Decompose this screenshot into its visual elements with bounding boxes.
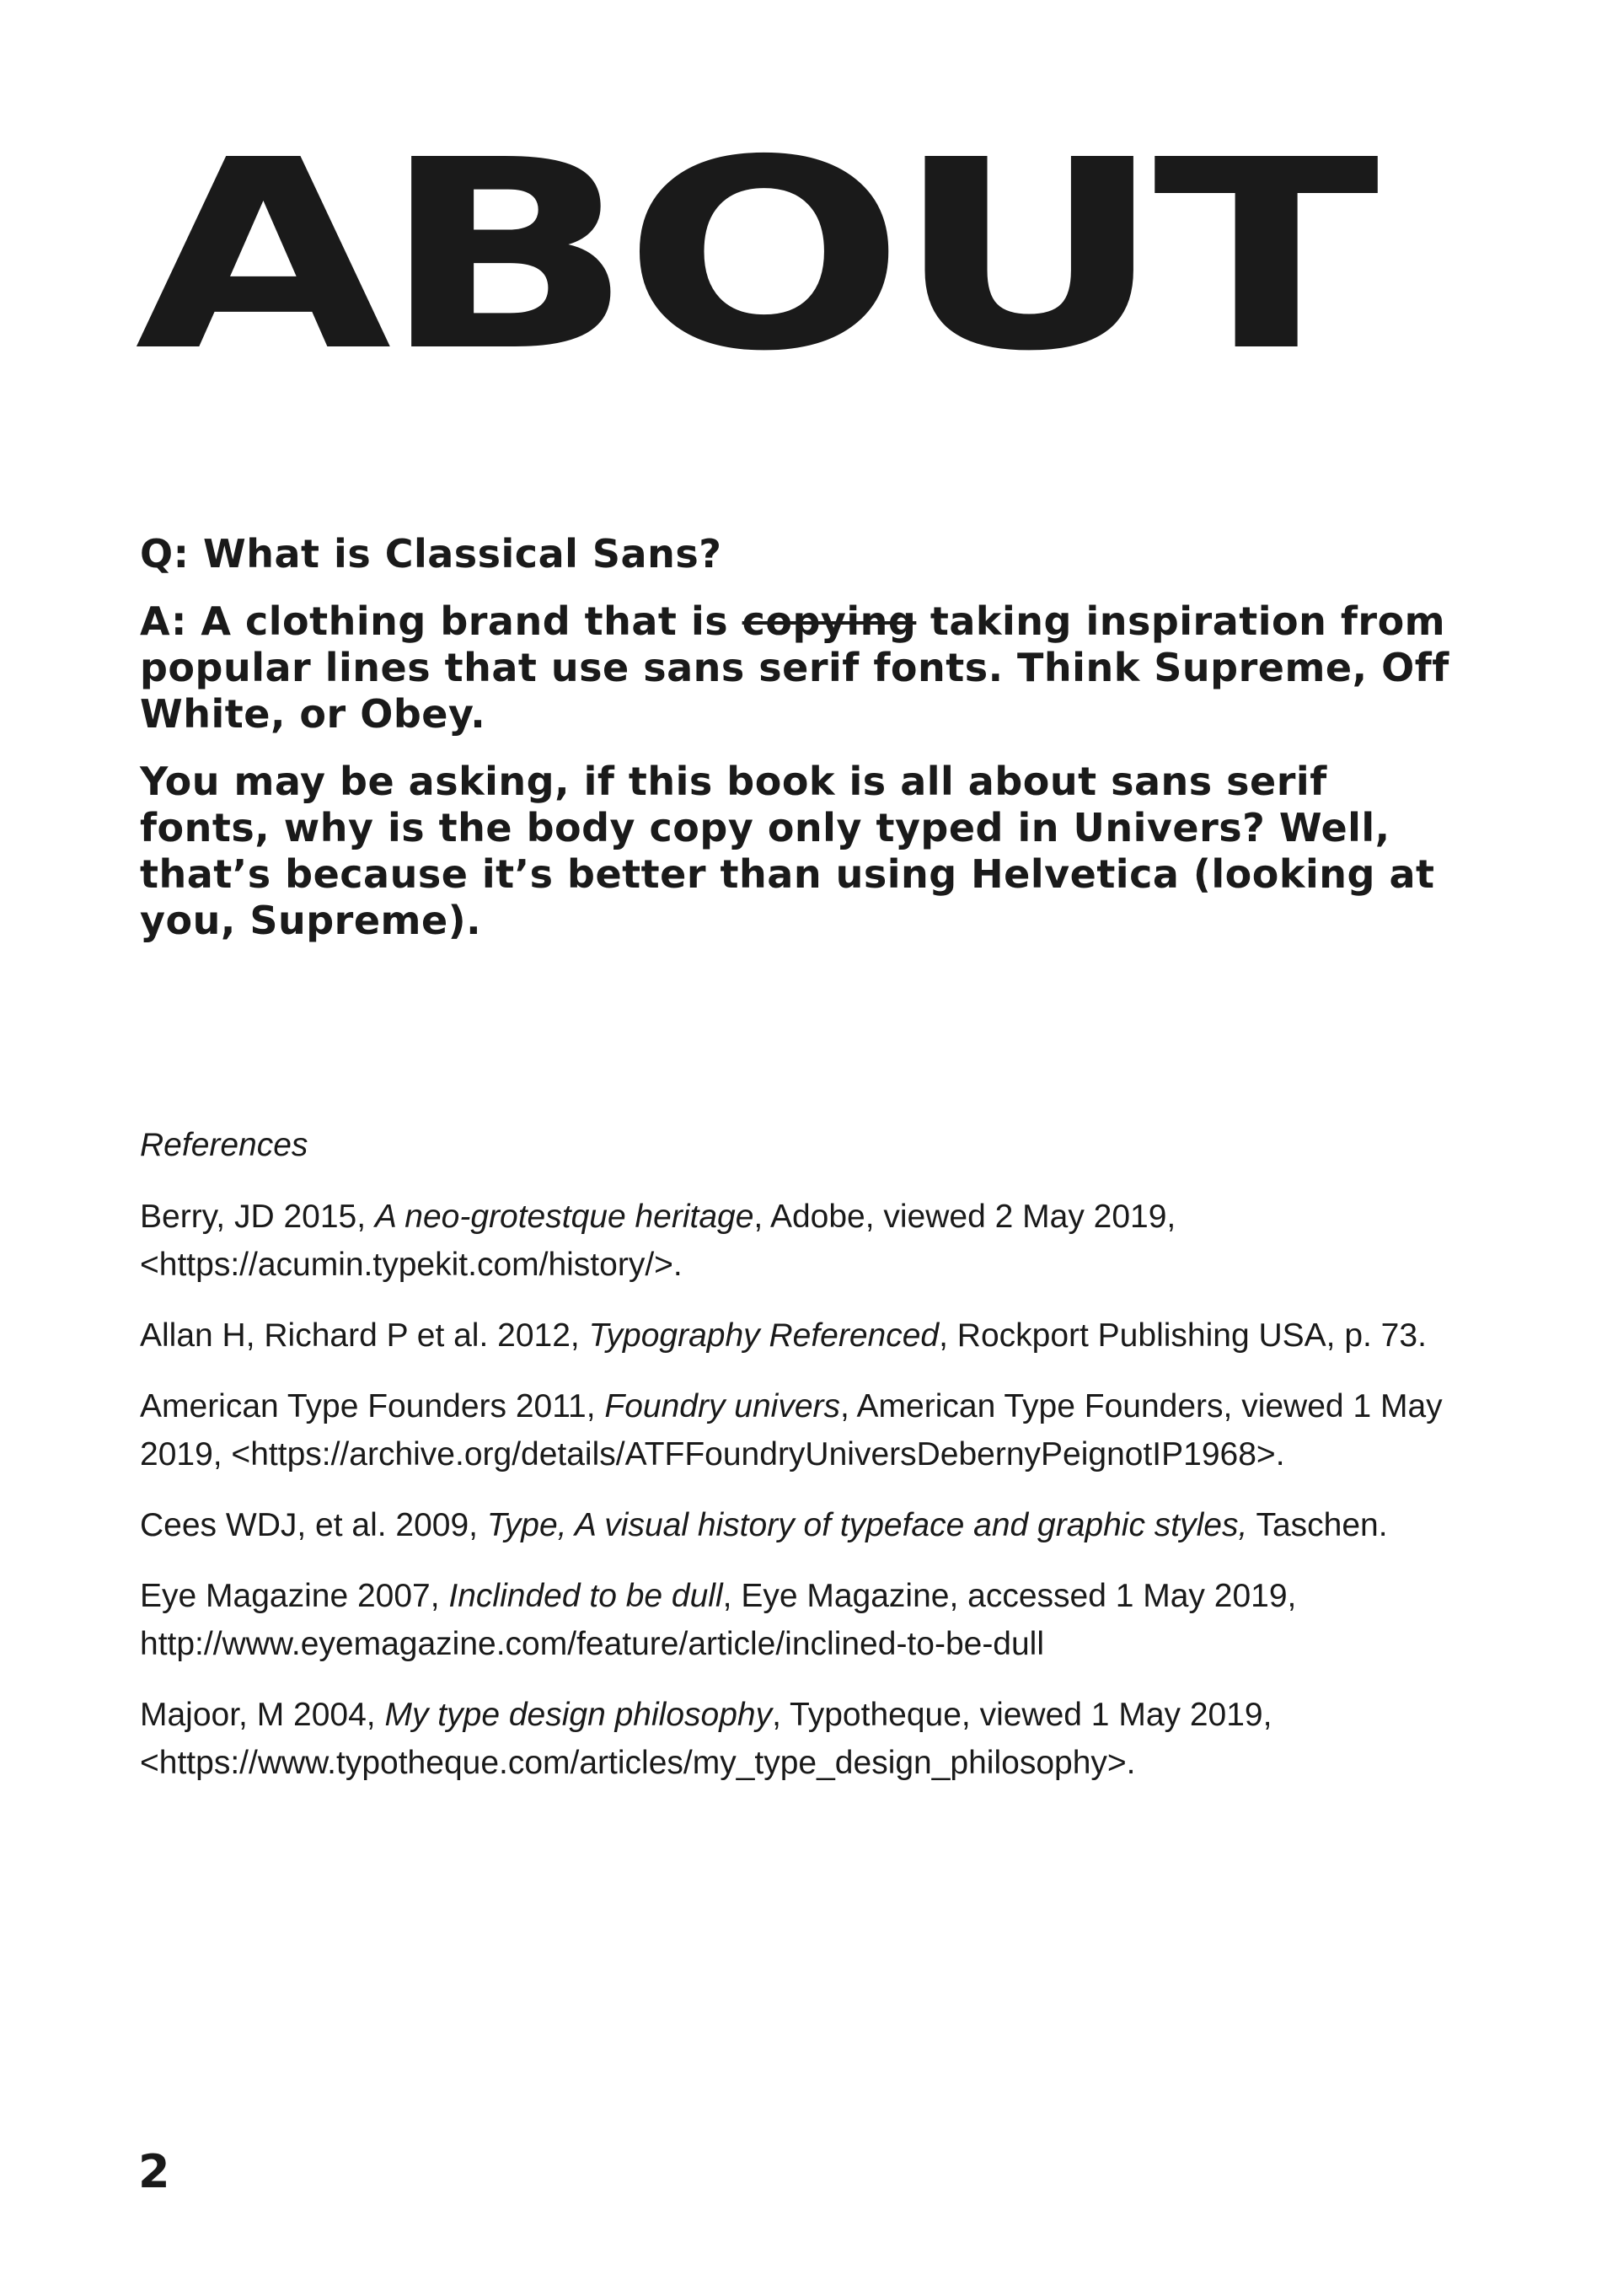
answer-struck-word: copying [742,598,917,644]
explanation-paragraph: You may be asking, if this book is all about sans serif fonts, why is the body copy only typed in Univers? Well, that’s because it’s better than using Helvetica (looking at you, Supreme). [140,759,1435,943]
reference-details: , American Type Founders, viewed 1 May 2019, <https://archive.org/details/ATFFoundryUniversDebernyPeignotIP1968>. [140,1388,1443,1473]
answer-prefix: A: A clothing brand that is [140,598,742,644]
question-text: Q: What is Classical Sans? [140,531,722,577]
reference-title: Inclinded to be dull [448,1578,723,1614]
reference-author: Majoor, M 2004, [140,1697,385,1733]
reference-item [140,1382,1488,1478]
reference-item [140,1501,1488,1549]
reference-item [140,1572,1488,1668]
reference-item [140,1312,1488,1360]
reference-details: , Adobe, viewed 2 May 2019, <https://acumin.typekit.com/history/>. [140,1199,1176,1283]
reference-title: Typography Referenced [588,1317,940,1354]
reference-author: Allan H, Richard P et al. 2012, [140,1317,589,1354]
references-heading: References [140,1127,308,1163]
reference-item [140,1193,1488,1289]
answer-suffix: taking inspiration from popular lines that use sans serif fonts. Think Supreme, Off White, or Obey. [140,598,1449,737]
reference-title: Type, A visual history of typeface and graphic styles, [486,1507,1248,1543]
page-title: ABOUT [135,105,1369,409]
reference-item [140,1691,1488,1787]
reference-title: My type design philosophy [384,1697,773,1733]
reference-details: , Eye Magazine, accessed 1 May 2019, http://www.eyemagazine.com/feature/article/inclined-to-be-dull [140,1578,1297,1662]
reference-details: , Typotheque, viewed 1 May 2019, <https://www.typotheque.com/articles/my_type_design_philosophy>. [140,1697,1272,1781]
answer-text [140,598,1455,738]
page-number: 2 [138,2145,170,2198]
qa-section [140,531,1455,965]
reference-author: Berry, JD 2015, [140,1199,375,1235]
reference-details: Taschen. [1247,1507,1388,1543]
reference-author: Cees WDJ, et al. 2009, [140,1507,487,1543]
reference-title: A neo-grotestque heritage [374,1199,754,1235]
reference-author: American Type Founders 2011, [140,1388,605,1424]
reference-title: Foundry univers [604,1388,841,1424]
references-section [140,1121,1488,1810]
reference-details: , Rockport Publishing USA, p. 73. [939,1317,1427,1354]
reference-author: Eye Magazine 2007, [140,1578,449,1614]
